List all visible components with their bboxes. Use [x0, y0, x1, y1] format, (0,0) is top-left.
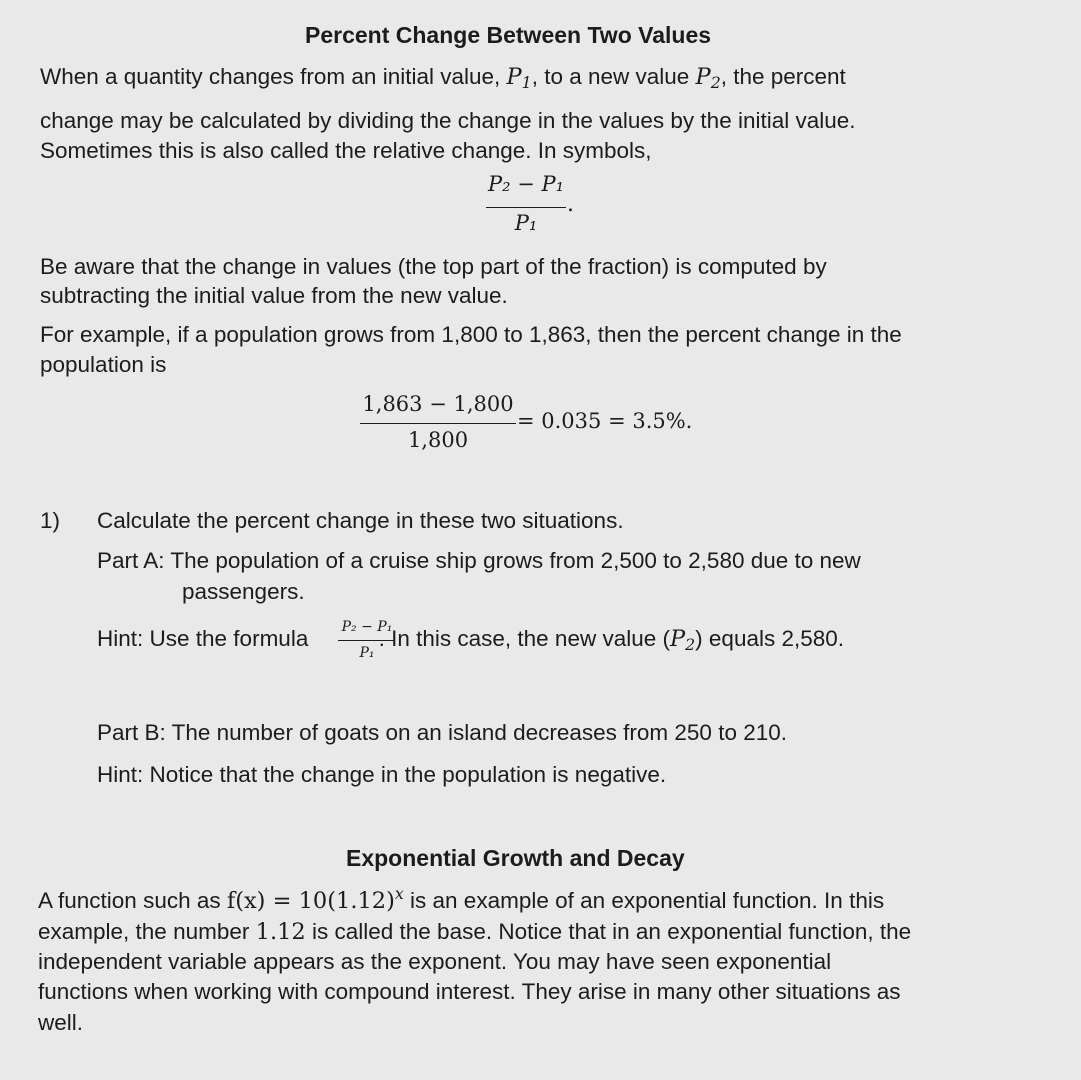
- exp-line-2-a: example, the number: [38, 919, 256, 944]
- example-line-2: population is: [40, 352, 167, 377]
- exp-function-formula: $f(x) = 10(1.12)^x$: [226, 884, 404, 914]
- intro-text-b: , to a new value: [531, 64, 696, 89]
- exp-line-1-a: A function such as: [38, 888, 227, 913]
- intro-line-2: change may be calculated by dividing the change in the values by the initial value.: [40, 108, 856, 133]
- exp-line-2: [38, 917, 911, 947]
- example-line-1: For example, if a population grows from 1,800 to 1,863, then the percent change in the: [40, 322, 902, 347]
- hint-inline-formula: [336, 619, 398, 667]
- p1-symbol: $P_1$: [506, 64, 532, 92]
- percent-change-formula: [486, 172, 566, 242]
- hint-formula-denominator: P₁: [359, 645, 375, 661]
- aware-line-2: subtracting the initial value from the new value.: [40, 283, 508, 308]
- exp-base-value: 1.12: [255, 919, 306, 945]
- part-a-hint: [97, 624, 844, 654]
- example-denominator: 1,800: [407, 428, 469, 452]
- hint-formula-bar: [338, 640, 394, 641]
- intro-text-c: , the percent: [720, 64, 846, 89]
- part-a-line-2: passengers.: [182, 579, 305, 604]
- exp-line-5: well.: [38, 1010, 84, 1035]
- exp-line-2-b: is called the base. Notice that in an exponential function, the: [305, 919, 912, 944]
- example-result: = 0.035 = 3.5%.: [517, 409, 693, 433]
- intro-line-1: [40, 62, 846, 92]
- example-calculation: [360, 392, 516, 458]
- problem-number: 1): [40, 508, 61, 533]
- hint-a-text-b: . In this case, the new value (: [378, 626, 670, 651]
- formula-denominator: P₁: [514, 211, 538, 235]
- formula-numerator: P₂ − P₁: [487, 172, 565, 196]
- exp-line-3: independent variable appears as the exponent. You may have seen exponential: [38, 949, 832, 974]
- part-b-line: Part B: The number of goats on an island decreases from 250 to 210.: [97, 720, 787, 745]
- hint-p2-symbol: $P_2$: [670, 626, 696, 654]
- exp-line-1: [38, 886, 884, 916]
- example-fraction-bar: [360, 423, 516, 424]
- p2-symbol: $P_2$: [695, 64, 721, 92]
- problem-instruction: Calculate the percent change in these two situations.: [97, 508, 624, 533]
- part-b-hint: Hint: Notice that the change in the population is negative.: [97, 762, 667, 787]
- intro-text-a: When a quantity changes from an initial value,: [40, 64, 507, 89]
- formula-period: .: [567, 192, 574, 217]
- hint-formula-numerator: P₂ − P₁: [341, 619, 393, 635]
- section-title-percent-change: Percent Change Between Two Values: [305, 22, 712, 48]
- intro-line-3: Sometimes this is also called the relative change. In symbols,: [40, 138, 652, 163]
- part-a-line-1: Part A: The population of a cruise ship grows from 2,500 to 2,580 due to new: [97, 548, 861, 573]
- exp-line-1-b: is an example of an exponential function. In this: [403, 888, 885, 913]
- aware-line-1: Be aware that the change in values (the top part of the fraction) is computed by: [40, 254, 827, 279]
- hint-a-text-c: ) equals 2,580.: [695, 626, 845, 651]
- section-title-exponential: Exponential Growth and Decay: [346, 845, 685, 871]
- formula-fraction-bar: [486, 207, 566, 208]
- example-numerator: 1,863 − 1,800: [362, 392, 514, 416]
- hint-a-text-a: Hint: Use the formula: [97, 626, 315, 651]
- exp-line-4: functions when working with compound interest. They arise in many other situations as: [38, 979, 901, 1004]
